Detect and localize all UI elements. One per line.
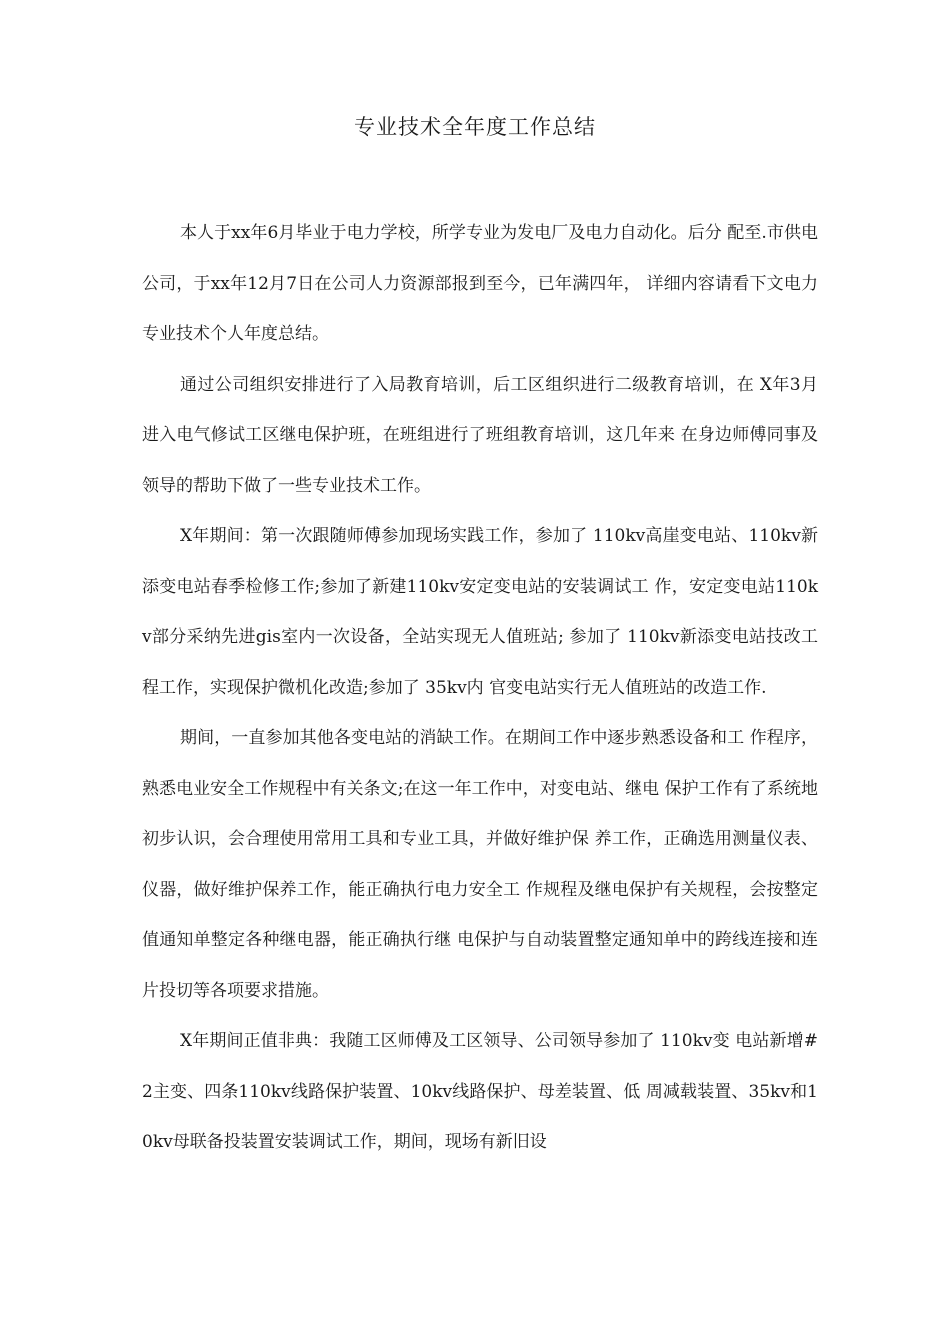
document-body <box>142 208 818 1168</box>
paragraph-sars-period: X年期间正值非典：我随工区师傅及工区领导、公司领导参加了 110kv变 电站新增#2主变、四条110kv线路保护装置、10kv线路保护、母差装置、低 周减载装置、35kv和10kv母联备投装置安装调试工作，期间，现场有新旧设 <box>142 1031 818 1152</box>
paragraph-maintenance: 期间，一直参加其他各变电站的消缺工作。在期间工作中逐步熟悉设备和工 作程序，熟悉电业安全工作规程中有关条文;在这一年工作中，对变电站、继电 保护工作有了系统地初步认识，会合理使用常用工具和专业工具，并做好维护保 养工作，正确选用测量仪表、仪器，做好维护保养工作，能正确执行电力安全工 作规程及继电保护有关规程，会按整定值通知单整定各种继电器，能正确执行继 电保护与自动装置整定通知单中的跨线连接和连片投切等各项要求措施。 <box>142 728 818 1001</box>
paragraph-training: 通过公司组织安排进行了入局教育培训，后工区组织进行二级教育培训，在 X年3月进入电气修试工区继电保护班，在班组进行了班组教育培训，这几年来 在身边师傅同事及领导的帮助下做了一些专业技术工作。 <box>142 374 818 496</box>
paragraph-intro: 本人于xx年6月毕业于电力学校，所学专业为发电厂及电力自动化。后分 配至.市供电公司，于xx年12月7日在公司人力资源部报到至今，已年满四年， 详细内容请看下文电力专业技术个人年度总结。 <box>142 223 818 344</box>
paragraph-first-year: X年期间：第一次跟随师傅参加现场实践工作，参加了 110kv高崖变电站、110kv新添变电站春季检修工作;参加了新建110kv安定变电站的安装调试工 作，安定变电站110kv部分采纳先进gis室内一次设备，全站实现无人值班站; 参加了 110kv新添变电站技改工程工作，实现保护微机化改造;参加了 35kv内 官变电站实行无人值班站的改造工作. <box>142 526 818 698</box>
document-title: 专业技术全年度工作总结 <box>354 115 596 139</box>
